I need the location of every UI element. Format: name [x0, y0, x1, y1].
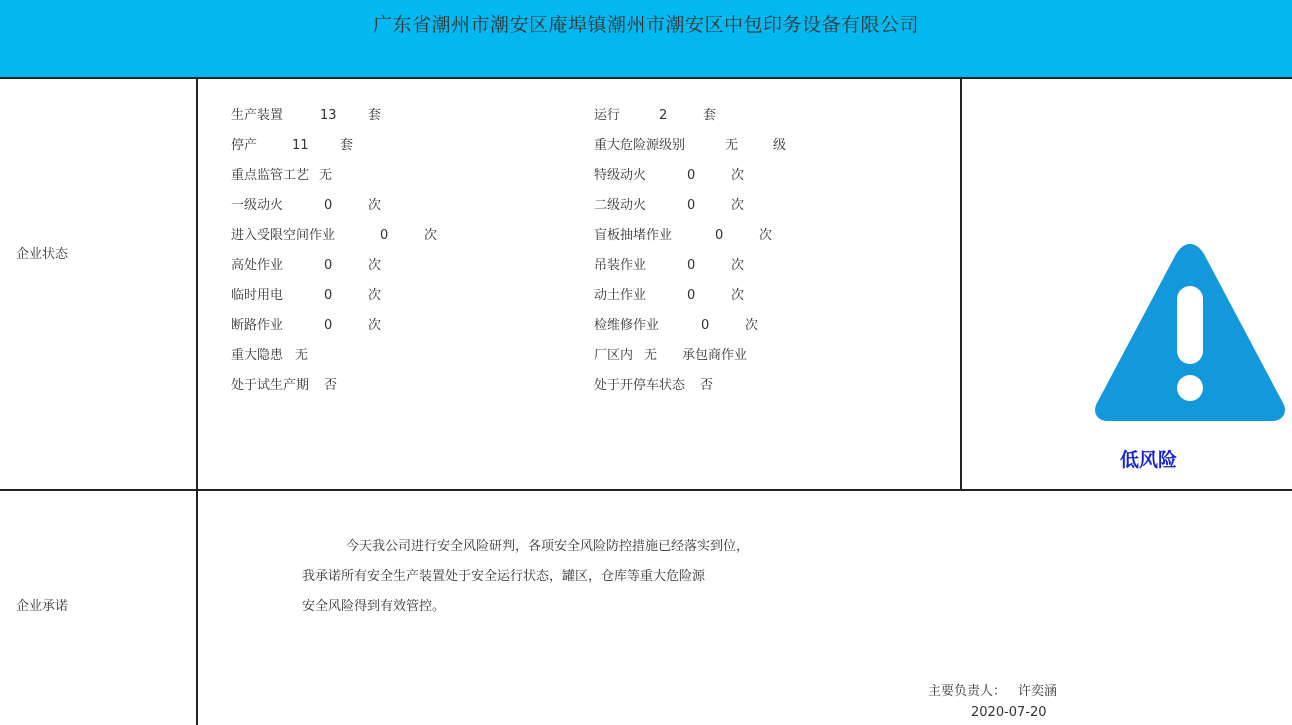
signer-name: 许奕涵 [1018, 684, 1058, 699]
risk-level-text: 低风险 [1120, 449, 1178, 471]
pledge-line-1: 今天我公司进行安全风险研判，各项安全风险防控措施已经落实到位， [346, 539, 750, 554]
divider-section [0, 489, 1292, 491]
divider-label-column [196, 79, 198, 725]
signer-label: 主要负责人： [928, 684, 1007, 699]
company-title: 广东省潮州市潮安区庵埠镇潮州市潮安区中包印务设备有限公司 [372, 14, 919, 36]
page-header [0, 0, 1292, 79]
pledge-section-label: 企业承诺 [16, 599, 69, 614]
pledge-line-2: 我承诺所有安全生产装置处于安全运行状态，罐区，仓库等重大危险源 [302, 569, 706, 584]
divider-risk-column [960, 79, 962, 490]
status-section-label: 企业状态 [16, 247, 69, 262]
pledge-date: 2020-07-20 [971, 705, 1047, 720]
pledge-line-3: 安全风险得到有效管控。 [302, 599, 446, 614]
warning-triangle-icon [1090, 240, 1290, 426]
